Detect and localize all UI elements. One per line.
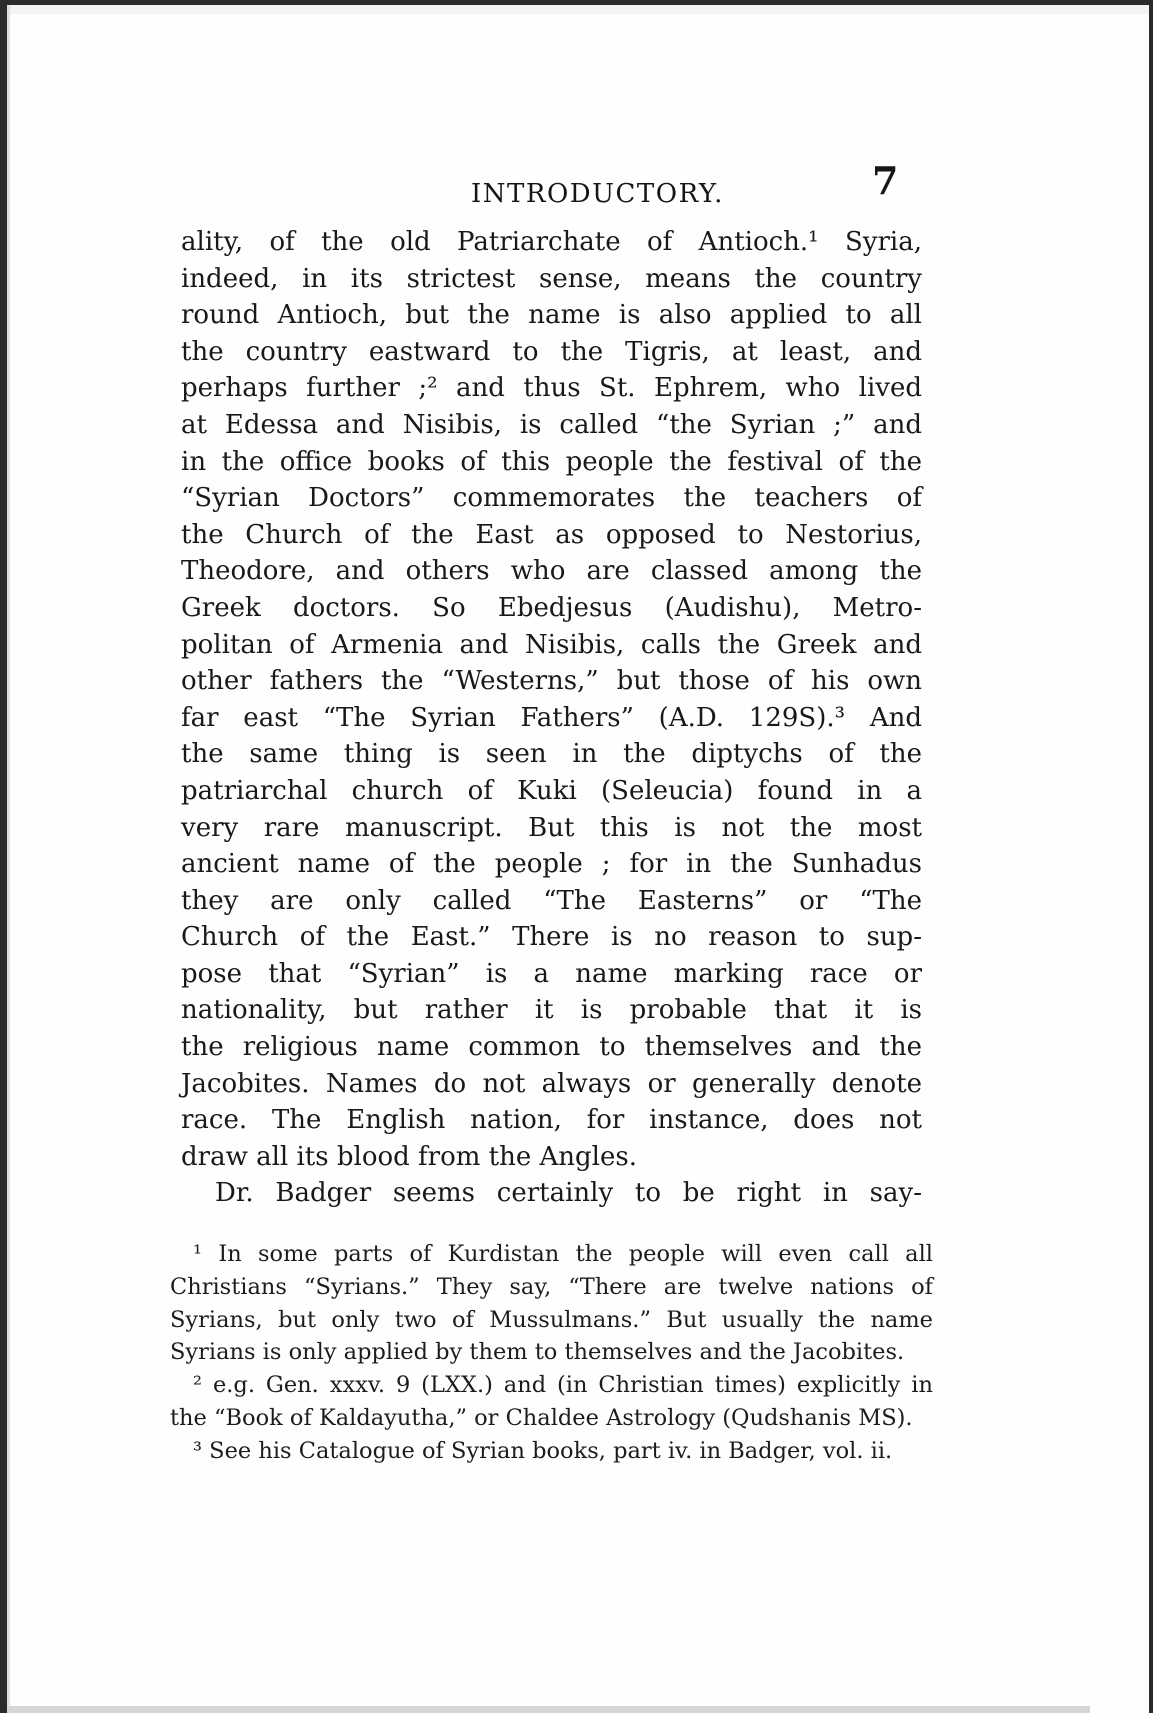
footnotes — [170, 1238, 933, 1468]
text-line: nationality, but rather it is probable that it is — [181, 995, 922, 1026]
text-line: Christians “Syrians.” They say, “There are twelve nations of — [170, 1273, 933, 1300]
text-line: in the office books of this people the festival of the — [181, 446, 922, 477]
text-line: ² e.g. Gen. xxxv. 9 (LXX.) and (in Christian times) explicitly in — [193, 1372, 933, 1399]
text-line: other fathers the “Westerns,” but those of his own — [181, 666, 922, 697]
text-line: “Syrian Doctors” commemorates the teachers of — [181, 483, 922, 514]
scan-shade-top — [7, 5, 1153, 14]
text-line: Greek doctors. So Ebedjesus (Audishu), Metro- — [181, 592, 922, 623]
text-line: ³ See his Catalogue of Syrian books, part iv. in Badger, vol. ii. — [193, 1437, 893, 1464]
text-line: very rare manuscript. But this is not the most — [181, 812, 922, 843]
text-line: race. The English nation, for instance, does not — [181, 1105, 922, 1136]
text-line: patriarchal church of Kuki (Seleucia) found in a — [181, 775, 922, 806]
text-line: pose that “Syrian” is a name marking race or — [181, 958, 922, 989]
text-line: Dr. Badger seems certainly to be right in say- — [215, 1178, 922, 1209]
text-line: Syrians, but only two of Mussulmans.” But usually the name — [170, 1306, 933, 1333]
text-line: perhaps further ;² and thus St. Ephrem, who lived — [181, 373, 922, 404]
text-line: they are only called “The Easterns” or “The — [181, 885, 922, 916]
text-line: the Church of the East as opposed to Nestorius, — [181, 519, 922, 550]
text-line: the same thing is seen in the diptychs of the — [181, 739, 922, 770]
scan-border-right — [1149, 0, 1153, 1713]
scan-border-top — [0, 0, 1153, 5]
page-number: 7 — [872, 158, 899, 203]
text-line: ancient name of the people ; for in the Sunhadus — [181, 849, 922, 880]
body-text — [181, 224, 922, 1212]
text-line: ¹ In some parts of Kurdistan the people will even call all — [193, 1241, 933, 1267]
text-line: Syrians is only applied by them to themselves and the Jacobites. — [170, 1339, 905, 1366]
text-line: the country eastward to the Tigris, at least, and — [181, 336, 922, 367]
text-line: politan of Armenia and Nisibis, calls the Greek and — [181, 629, 922, 660]
text-line: the religious name common to themselves and the — [181, 1032, 922, 1063]
scan-shade-left — [7, 5, 10, 1713]
text-line: far east “The Syrian Fathers” (A.D. 129S).³ And — [181, 702, 922, 733]
text-line: draw all its blood from the Angles. — [181, 1141, 637, 1172]
text-line: ality, of the old Patriarchate of Antioch.¹ Syria, — [181, 227, 922, 257]
text-line: indeed, in its strictest sense, means the country — [181, 263, 922, 294]
scan-shade-bottom — [0, 1706, 1090, 1713]
text-line: Jacobites. Names do not always or generally denote — [181, 1068, 922, 1099]
running-head-title: INTRODUCTORY. — [471, 179, 724, 209]
text-line: Theodore, and others who are classed among the — [181, 556, 922, 587]
text-line: Church of the East.” There is no reason to sup- — [181, 922, 922, 953]
text-line: round Antioch, but the name is also applied to all — [181, 300, 922, 331]
scan-border-left — [0, 0, 7, 1713]
text-line: at Edessa and Nisibis, is called “the Syrian ;” and — [181, 409, 922, 440]
text-line: the “Book of Kaldayutha,” or Chaldee Astrology (Qudshanis MS). — [170, 1404, 913, 1431]
